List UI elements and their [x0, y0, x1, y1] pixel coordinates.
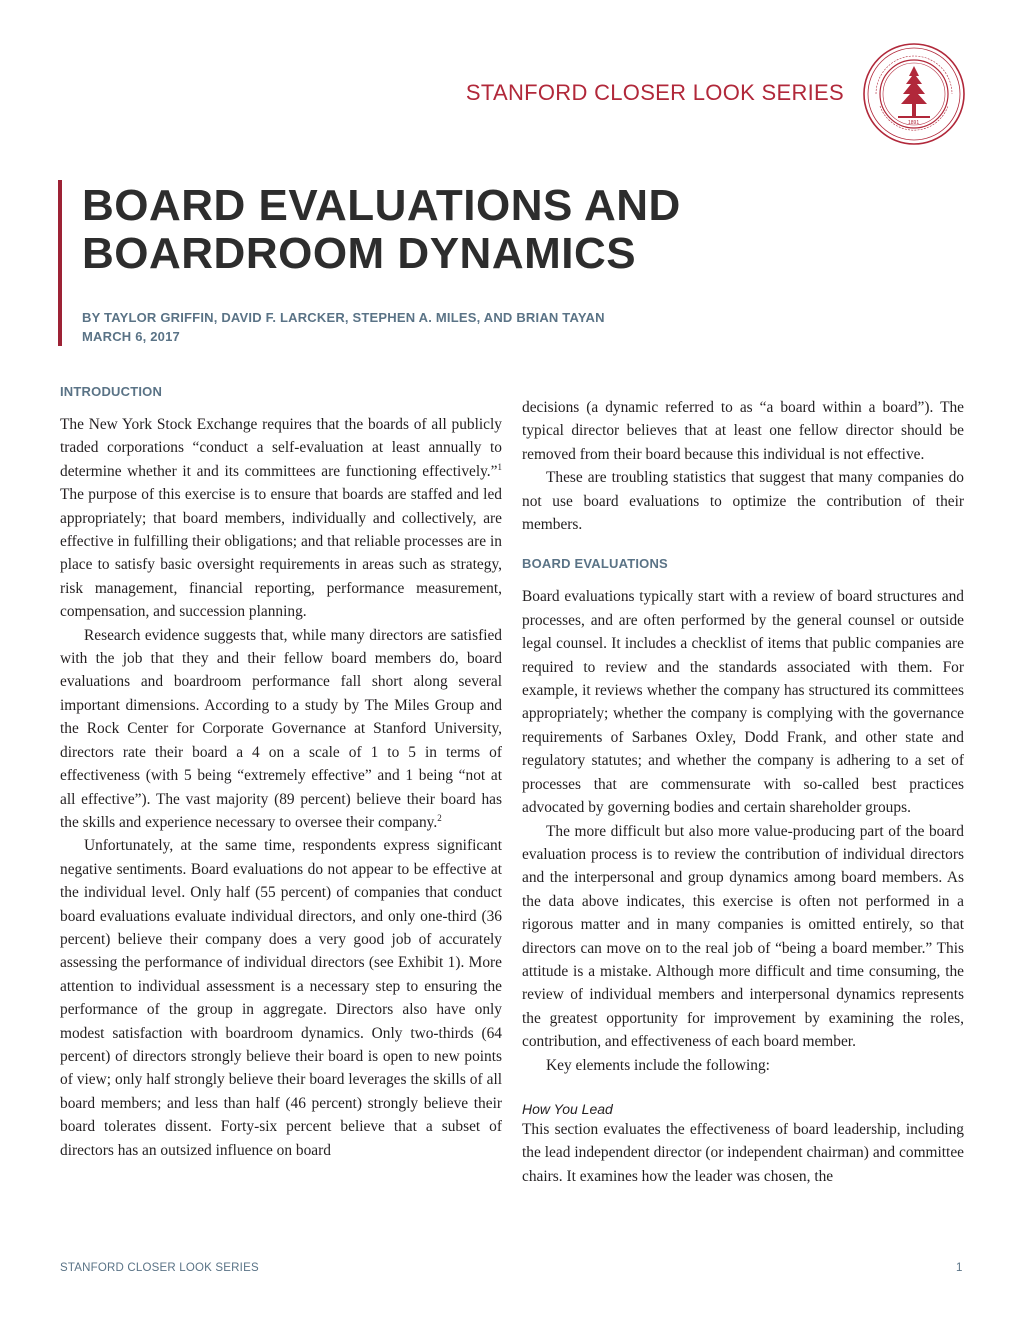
byline-date: MARCH 6, 2017	[82, 329, 180, 344]
stanford-seal-icon	[862, 42, 966, 146]
page-title	[82, 180, 958, 278]
board-evaluations-heading: BOARD EVALUATIONS	[522, 556, 668, 572]
right-column	[522, 396, 964, 1188]
continued-paragraph: decisions (a dynamic referred to as “a board within a board”). The typical director believes that at least one fellow director should be removed from their board because this individual is not effective.	[522, 399, 964, 463]
board-eval-paragraph-2: The more difficult but also more value-producing part of the board evaluation process is to review the contribution of individual directors and the interpersonal and group dynamics among board members. As the data above indicates, this exercise is often not performed in a rigorous matter and in many companies is omitted entirely, so that directors can move on to the real job of “being a board member.” This attitude is a mistake. Although more difficult and time consuming, the review of individual members and interpersonal dynamics represents the greatest opportunity for improvement by examining the roles, contribution, and effectiveness of each board member.	[522, 822, 964, 1051]
intro-p1-text-a: The New York Stock Exchange requires that the boards of all publicly traded corporations “conduct a self-evaluation at least annually to determine whether it and its committees are functioning effectively.”	[60, 416, 502, 480]
footnote-ref-1: 1	[497, 461, 502, 472]
left-column	[60, 384, 502, 1162]
introduction-heading: INTRODUCTION	[60, 384, 163, 399]
how-you-lead-paragraph: This section evaluates the effectiveness of board leadership, including the lead independent director (or independent chairman) and committee chairs. It examines how the leader was chosen, the	[522, 1120, 964, 1185]
byline	[82, 308, 958, 346]
troubling-paragraph: These are troubling statistics that suggest that many companies do not use board evaluations to optimize the contribution of their members.	[522, 469, 964, 534]
byline-authors: BY TAYLOR GRIFFIN, DAVID F. LARCKER, STEPHEN A. MILES, AND BRIAN TAYAN	[82, 310, 605, 325]
footnote-ref-2: 2	[437, 812, 442, 823]
series-label: STANFORD CLOSER LOOK SERIES	[465, 80, 844, 105]
board-eval-paragraph-1: Board evaluations typically start with a review of board structures and processes, and are often performed by the general counsel or outside legal counsel. It includes a checklist of items that public companies are required to review and the standards associated with them. For example, it reviews whether the company has structured its committees appropriately; whether the company is complying with the governance requirements of Sarbanes Oxley, Dodd Frank, and other state and regulatory statutes; and whether the company is adhering to a set of processes that are commensurate with so-called best practices advocated by governing bodies and certain shareholder groups.	[522, 588, 964, 817]
intro-paragraph-2	[60, 624, 502, 835]
intro-paragraph-1	[60, 413, 502, 624]
title-block	[58, 180, 958, 346]
page-title-line-2: BOARDROOM DYNAMICS	[82, 229, 637, 278]
svg-text:1891: 1891	[908, 120, 920, 126]
footer-series: STANFORD CLOSER LOOK SERIES	[60, 1262, 259, 1274]
key-elements-paragraph: Key elements include the following:	[546, 1056, 770, 1074]
page-number: 1	[956, 1262, 963, 1274]
intro-paragraph-3: Unfortunately, at the same time, respondents express significant negative sentiments. Board evaluations do not appear to be effective at the individual level. Only half (55 percent) of companies that conduct board evaluations evaluate individual directors, and only one-third (36 percent) believe their company does a very good job of accurately assessing the performance of individual directors (see Exhibit 1). More attention to individual assessment is a necessary step to ensuring the performance of the group in aggregate. Directors also have only modest satisfaction with boardroom dynamics. Only two-thirds (64 percent) of directors strongly believe their board is open to new points of view; only half strongly believe their board leverages the skills of all board members; and less than half (46 percent) strongly believe their board tolerates dissent. Forty-six percent believe that a subset of directors has an outsized influence on board	[60, 837, 502, 1159]
page-title-line-1: BOARD EVALUATIONS AND	[82, 181, 681, 230]
intro-p2-text: Research evidence suggests that, while many directors are satisfied with the job that they and their fellow board members do, board evaluations and boardroom performance fall short along several important dimensions. According to a study by The Miles Group and the Rock Center for Corporate Governance at Stanford University, directors rate their board a 4 on a scale of 1 to 5 in terms of effectiveness (with 5 being “extremely effective” and 1 being “not at all effective”). The vast majority (89 percent) believe their board has the skills and experience necessary to oversee their company.	[60, 626, 502, 831]
intro-p1-text-b: The purpose of this exercise is to ensure that boards are staffed and led appropriately; that board members, individually and collectively, are effective in fulfilling their obligations; and that reliable processes are in place to satisfy basic oversight requirements in areas such as strategy, risk management, financial reporting, performance measurement, compensation, and succession planning.	[60, 486, 502, 621]
how-you-lead-heading: How You Lead	[522, 1100, 613, 1117]
